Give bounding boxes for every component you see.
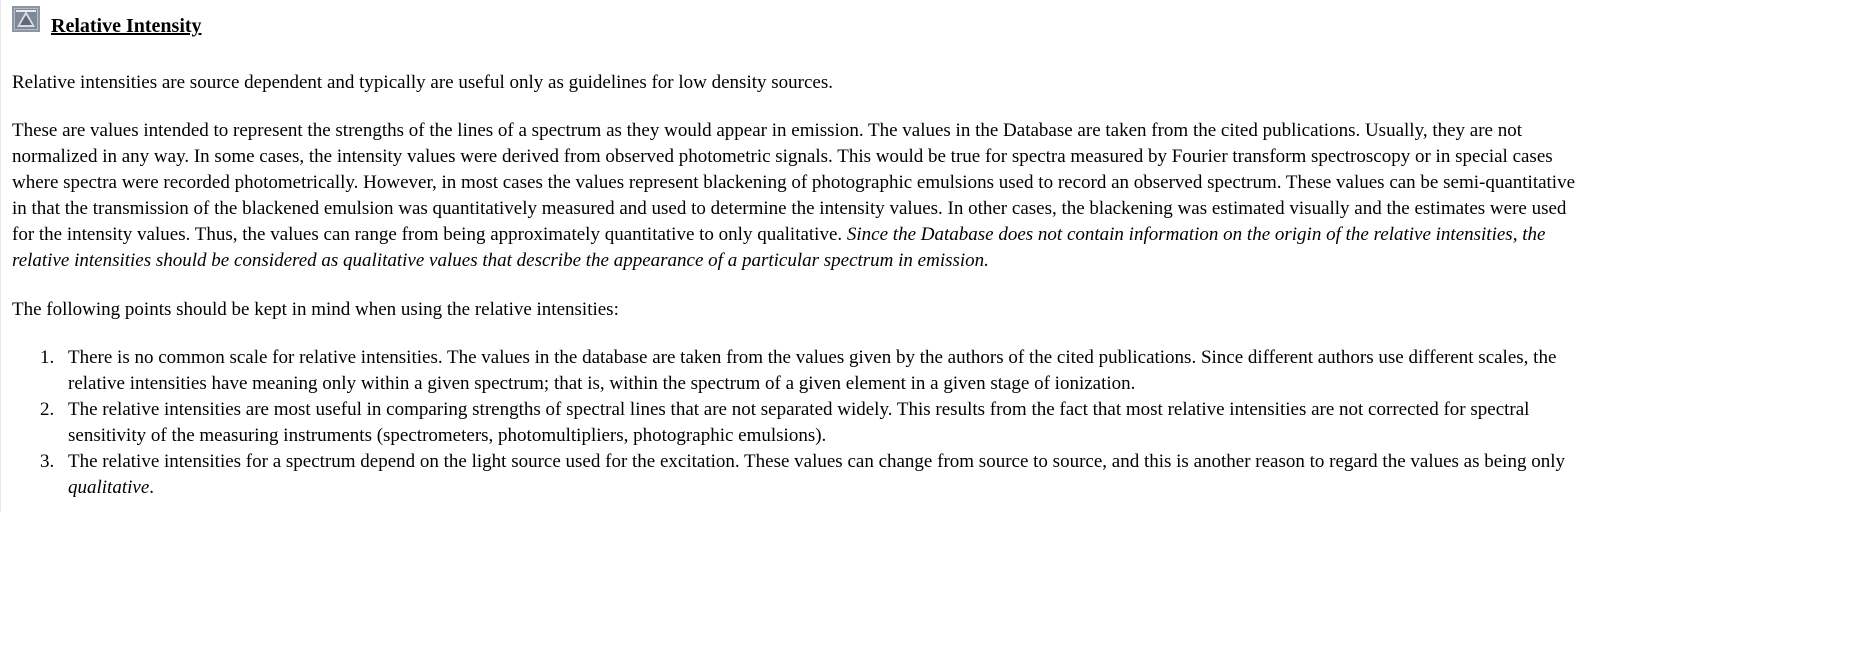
main-paragraph-line: in that the transmission of the blackened emulsion was quantitatively measured and used to determine the intensity values. In other cases, the blackening was estimated visually and the estimates were used: [12, 198, 1567, 219]
list-item: [12, 345, 1565, 397]
list-item-tail: .: [149, 477, 155, 498]
main-paragraph: [12, 118, 1575, 274]
list-item: [12, 449, 1565, 501]
main-paragraph-line: [12, 222, 1575, 248]
main-paragraph-line: normalized in any way. In some cases, the intensity values were derived from observed photometric signals. This would be true for spectra measured by Fourier transform spectroscopy or in special cases: [12, 146, 1553, 167]
points-lead-paragraph: The following points should be kept in mind when using the relative intensities:: [12, 299, 619, 320]
left-border-rule: [0, 0, 1, 512]
list-item-number: 2.: [40, 399, 55, 420]
intro-paragraph: Relative intensities are source dependent and typically are useful only as guidelines for low density sources.: [12, 72, 833, 93]
list-item-line: sensitivity of the measuring instruments (spectrometers, photomultipliers, photographic emulsions).: [68, 425, 827, 446]
main-paragraph-text: for the intensity values. Thus, the values can range from being approximately quantitative to only qualitative.: [12, 224, 847, 245]
list-item-line: relative intensities have meaning only within a given spectrum; that is, within the spectrum of a given element in a given stage of ionization.: [68, 373, 1136, 394]
main-paragraph-italic-note: Since the Database does not contain information on the origin of the relative intensities, the: [846, 224, 1546, 245]
nist-logo-icon[interactable]: [12, 6, 40, 32]
list-item-italic-word: qualitative: [68, 477, 150, 498]
main-paragraph-line: These are values intended to represent the strengths of the lines of a spectrum as they would appear in emission. The values in the Database are taken from the cited publications. Usually, they are not: [12, 120, 1523, 141]
main-paragraph-line: where spectra were recorded photometrically. However, in most cases the values represent blackening of photographic emulsions used to record an observed spectrum. These values can be semi-quantitative: [12, 172, 1576, 193]
list-item-line: The relative intensities are most useful in comparing strengths of spectral lines that are not separated widely. This results from the fact that most relative intensities are not corrected for spectral: [68, 399, 1530, 420]
list-item-number: 3.: [40, 451, 55, 472]
list-item: [12, 397, 1565, 449]
list-item-line: [68, 475, 1565, 501]
points-list: [12, 345, 1565, 501]
main-paragraph-italic-note-cont: relative intensities should be considered as qualitative values that describe the appearance of a particular spectrum in emission.: [12, 250, 989, 271]
page-title-link[interactable]: Relative Intensity: [51, 15, 202, 37]
list-item-line: The relative intensities for a spectrum depend on the light source used for the excitation. These values can change from source to source, and this is another reason to regard the values as being only: [68, 451, 1565, 472]
list-item-number: 1.: [40, 347, 55, 368]
list-item-line: There is no common scale for relative intensities. The values in the database are taken from the values given by the authors of the cited publications. Since different authors use different scales, the: [68, 347, 1557, 368]
